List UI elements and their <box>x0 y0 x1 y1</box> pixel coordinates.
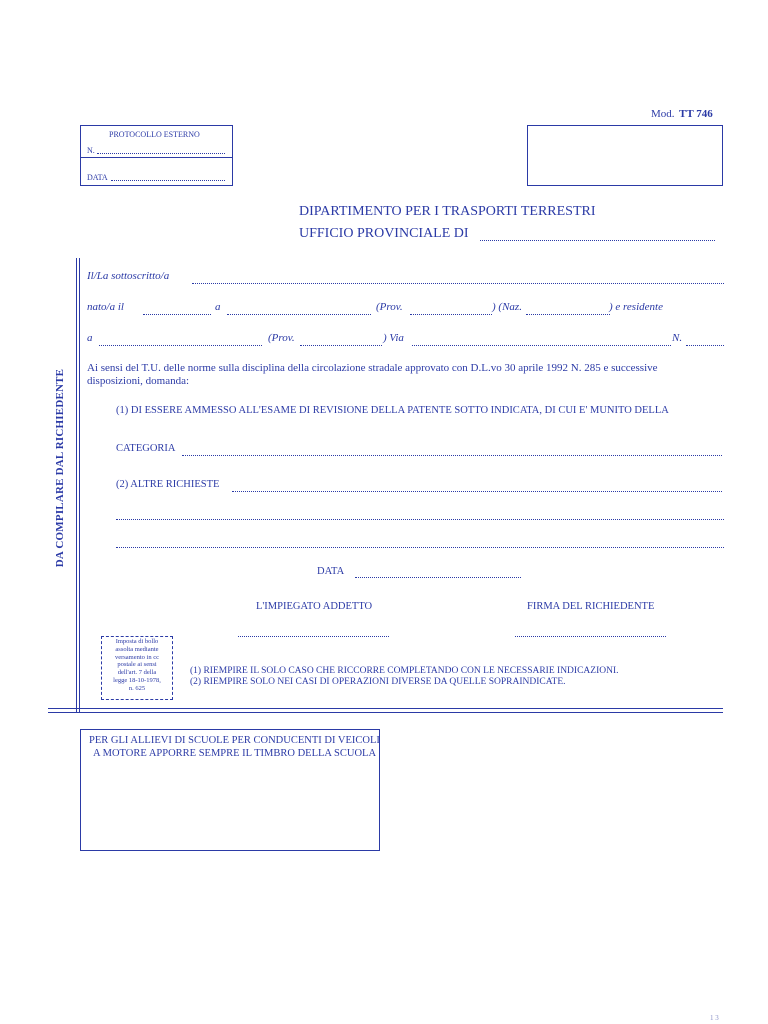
section-rule-bottom <box>48 712 723 713</box>
impiegato-signature-field[interactable] <box>238 636 389 637</box>
date-label: DATA <box>317 566 345 577</box>
protocollo-divider <box>81 157 232 158</box>
page-mark: 1 3 <box>710 1014 719 1022</box>
office-province-field[interactable] <box>480 240 715 241</box>
request-item-1: (1) DI ESSERE AMMESSO ALL'ESAME DI REVISIONE DELLA PATENTE SOTTO INDICATA, DI CUI E' MUNITO DELLA <box>116 405 669 416</box>
department-title: DIPARTIMENTO PER I TRASPORTI TERRESTRI <box>299 204 596 219</box>
via-label: ) Via <box>383 332 404 344</box>
request-item-2: (2) ALTRE RICHIESTE <box>116 479 220 490</box>
office-stamp-box <box>527 125 723 186</box>
left-rule-outer <box>76 258 77 712</box>
protocollo-n-field[interactable] <box>97 153 225 154</box>
residence-city-field[interactable] <box>99 345 262 346</box>
section-rule-top <box>48 708 723 709</box>
civic-number-label: N. <box>672 332 683 344</box>
mod-code: TT 746 <box>679 108 713 120</box>
stamp-duty-box <box>101 636 173 700</box>
sottoscritto-label: Il/La sottoscritto/a <box>87 270 170 282</box>
protocollo-data-label: DATA <box>87 173 108 182</box>
protocollo-title: PROTOCOLLO ESTERNO <box>109 130 200 139</box>
naz-label: ) (Naz. <box>492 301 522 313</box>
school-stamp-box <box>80 729 380 851</box>
firma-label: FIRMA DEL RICHIEDENTE <box>527 601 655 612</box>
residence-prov-label: (Prov. <box>268 332 295 344</box>
note-2: (2) RIEMPIRE SOLO NEI CASI DI OPERAZIONI DIVERSE DA QUELLE SOPRAINDICATE. <box>190 677 566 687</box>
impiegato-label: L'IMPIEGATO ADDETTO <box>256 601 373 612</box>
prov-label: (Prov. <box>376 301 403 313</box>
nato-a-field[interactable] <box>227 314 371 315</box>
residence-prov-field[interactable] <box>300 345 382 346</box>
nato-il-label: nato/a il <box>87 301 124 313</box>
protocollo-data-field[interactable] <box>111 180 225 181</box>
nato-a-label: a <box>215 301 221 313</box>
school-box-line1: PER GLI ALLIEVI DI SCUOLE PER CONDUCENTI DI VEICOLI <box>89 735 380 746</box>
legal-text-line2: disposizioni, domanda: <box>87 375 190 387</box>
protocollo-n-label: N. <box>87 146 95 155</box>
legal-text-line1: Ai sensi del T.U. delle norme sulla disciplina della circolazione stradale approvato con D.L.vo 30 aprile 1992 N. 285 e successive <box>87 362 658 374</box>
sottoscritto-field[interactable] <box>192 283 724 284</box>
stamp-duty-text: Imposta di bollo assolta mediante versamento in cc postale ai sensi dell'art. 7 della legge 18-10-1978, n. 625 <box>113 638 161 692</box>
altre-richieste-field-3[interactable] <box>116 547 724 548</box>
nato-il-field[interactable] <box>143 314 211 315</box>
left-rule-inner <box>79 258 80 712</box>
note-1: (1) RIEMPIRE IL SOLO CASO CHE RICCORRE COMPLETANDO CON LE NECESSARIE INDICAZIONI. <box>190 666 619 676</box>
via-field[interactable] <box>412 345 671 346</box>
side-label: DA COMPILARE DAL RICHIEDENTE <box>54 368 66 568</box>
office-title: UFFICIO PROVINCIALE DI <box>299 226 469 241</box>
naz-field[interactable] <box>526 314 610 315</box>
residence-a-label: a <box>87 332 93 344</box>
categoria-field[interactable] <box>182 455 722 456</box>
prov-field[interactable] <box>410 314 492 315</box>
mod-label: Mod. <box>651 108 675 120</box>
protocollo-box <box>80 125 233 186</box>
residente-label: ) e residente <box>609 301 663 313</box>
altre-richieste-field-2[interactable] <box>116 519 724 520</box>
categoria-label: CATEGORIA <box>116 443 176 454</box>
date-field[interactable] <box>355 577 521 578</box>
altre-richieste-field-1[interactable] <box>232 491 722 492</box>
firma-signature-field[interactable] <box>515 636 666 637</box>
school-box-line2: A MOTORE APPORRE SEMPRE IL TIMBRO DELLA SCUOLA <box>93 748 377 759</box>
civic-number-field[interactable] <box>686 345 724 346</box>
